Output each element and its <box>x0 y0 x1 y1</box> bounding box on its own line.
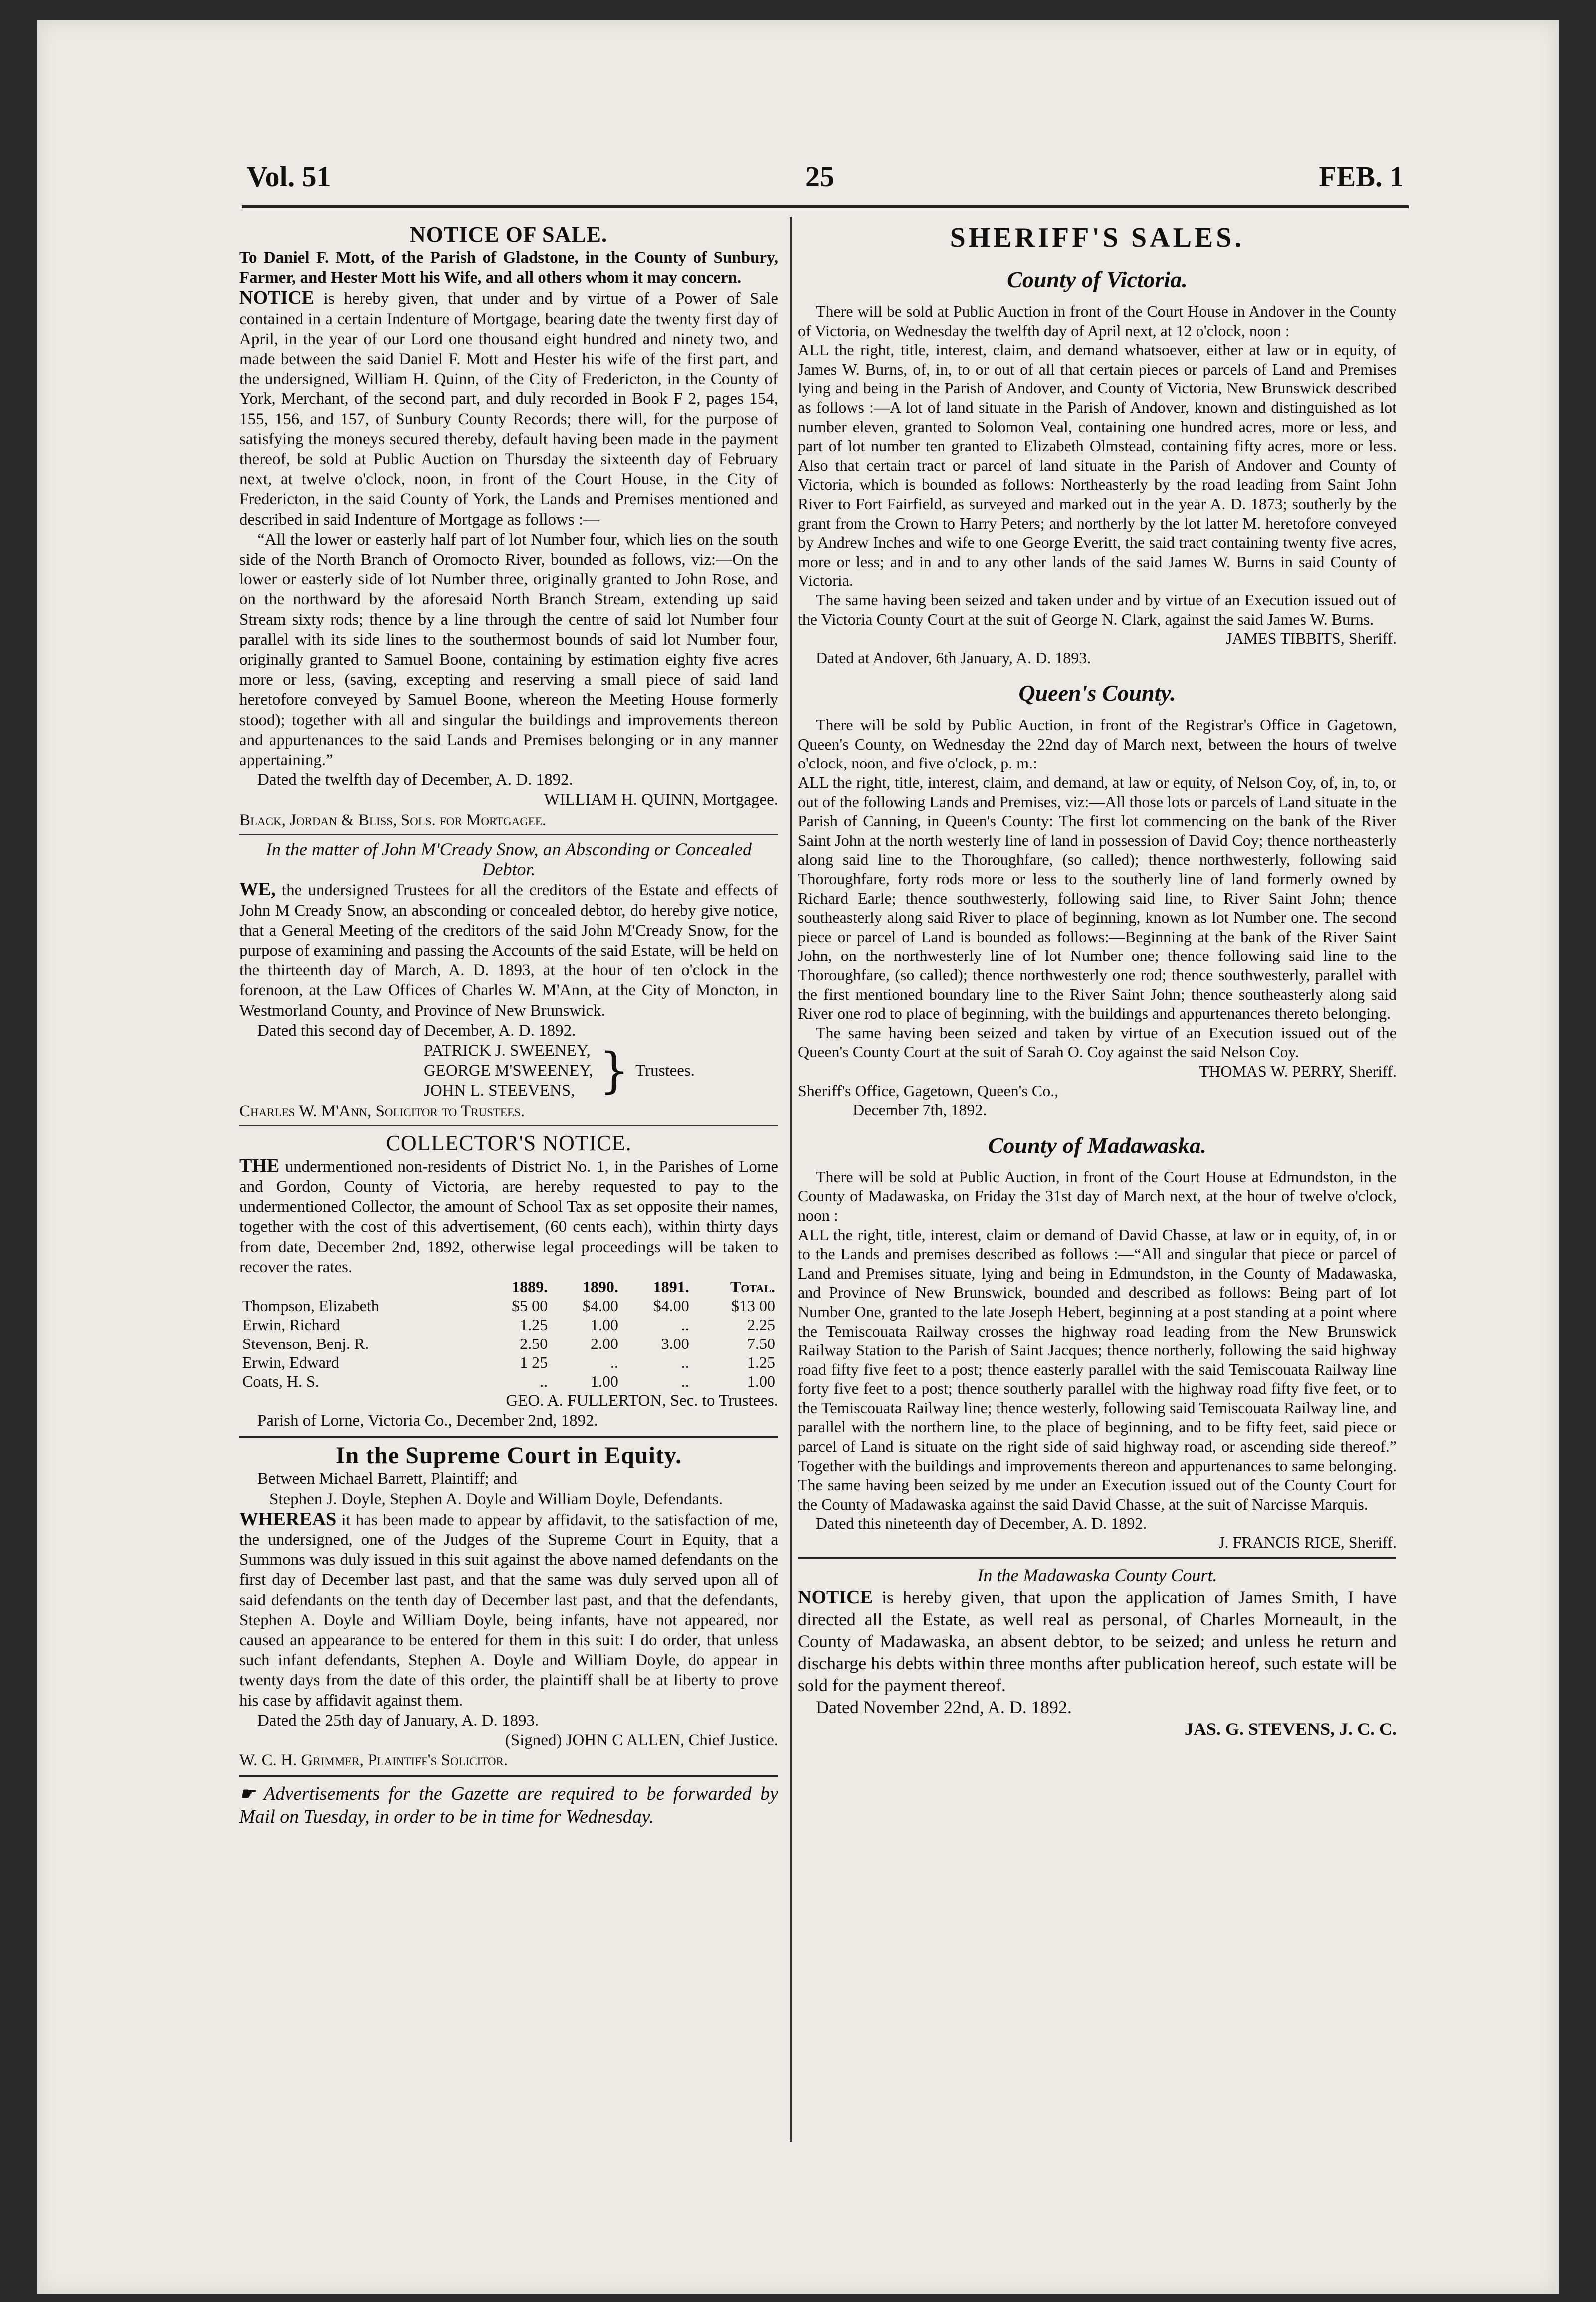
tax-cell: $5 00 <box>512 1296 548 1315</box>
trustee-name: JOHN L. STEEVENS, <box>424 1082 575 1100</box>
queens-office: Sheriff's Office, Gagetown, Queen's Co., <box>798 1081 1059 1100</box>
collector-body-text: undermentioned non-residents of District No. 1, in the Parishes of Lorne and Gordon, County of Victoria, are hereby requested to pay to the undermentioned Collector, the amount of School Tax as set opposite their names, together with the cost of this advertisement, (60 cents each), within thirty days from date, December 2nd, 1892, otherwise legal proceedings will be taken to recover the rates. <box>239 1157 778 1276</box>
snow-notice-body <box>239 879 778 1020</box>
notice-lead-word: NOTICE <box>239 287 314 309</box>
divider <box>239 1436 778 1438</box>
tax-cell: 1.25 <box>747 1353 775 1371</box>
tax-cell: .. <box>681 1353 689 1371</box>
queens-signature: THOMAS W. PERRY, Sheriff. <box>1199 1062 1396 1080</box>
snow-notice <box>239 839 778 1121</box>
tax-col-header: 1890. <box>582 1277 618 1296</box>
madawaska-signature: J. FRANCIS RICE, Sheriff. <box>1218 1534 1396 1552</box>
tax-cell: $4.00 <box>653 1296 689 1315</box>
victoria-signature: JAMES TIBBITS, Sheriff. <box>1226 629 1396 648</box>
supreme-court-parties: Between Michael Barrett, Plaintiff; and <box>257 1470 517 1488</box>
tax-cell: Erwin, Richard <box>242 1315 340 1334</box>
table-row <box>239 1353 778 1372</box>
tax-cell: 2.25 <box>747 1315 775 1334</box>
collector-lead-word: THE <box>239 1155 280 1176</box>
tax-col-header: Total. <box>730 1277 775 1296</box>
divider <box>239 834 778 835</box>
madawaska-dated: Dated this nineteenth day of December, A. D. 1892. <box>816 1514 1147 1533</box>
sheriffs-sales-title: SHERIFF'S SALES. <box>950 222 1245 253</box>
notice-of-sale-signature: WILLIAM H. QUINN, Mortgagee. <box>544 791 778 809</box>
supreme-lead-word: WHEREAS <box>239 1508 337 1530</box>
trustees-label: Trustees. <box>635 1062 695 1080</box>
notice-of-sale-solicitors: Black, Jordan & Bliss, Sols. for Mortgagee. <box>239 811 547 829</box>
supreme-court-title: In the Supreme Court in Equity. <box>335 1442 682 1469</box>
page-number: 25 <box>805 160 834 192</box>
victoria-heading: County of Victoria. <box>1007 267 1188 292</box>
tax-cell: 1.00 <box>590 1315 618 1334</box>
table-row <box>239 1372 778 1391</box>
victoria-intro: There will be sold at Public Auction in front of the Court House in Andover in the County of Victoria, on Wednesday the twelfth day of April next, at 12 o'clock, noon : <box>798 302 1396 340</box>
queens-heading: Queen's County. <box>1018 680 1176 706</box>
tax-cell: $13 00 <box>731 1296 775 1315</box>
right-column <box>798 222 1396 1740</box>
collectors-notice-place: Parish of Lorne, Victoria Co., December 2nd, 1892. <box>257 1412 598 1430</box>
table-row <box>239 1296 778 1315</box>
tax-col-header: 1889. <box>512 1277 548 1296</box>
tax-cell: .. <box>540 1372 548 1390</box>
victoria-sale <box>798 265 1396 667</box>
notice-of-sale-title: NOTICE OF SALE. <box>409 222 607 247</box>
tax-cell: Erwin, Edward <box>242 1353 339 1371</box>
advertisement-notice-text: Advertisements for the Gazette are required to be forwarded by Mail on Tuesday, in order to be in time for Wednesday. <box>239 1783 778 1828</box>
issue-date: FEB. 1 <box>1319 160 1404 192</box>
supreme-court-defendants: Stephen J. Doyle, Stephen A. Doyle and William Doyle, Defendants. <box>269 1490 723 1508</box>
gazette-page <box>37 20 1559 2294</box>
supreme-court-dated: Dated the 25th day of January, A. D. 1893. <box>257 1711 539 1729</box>
madawaska-court-body <box>798 1586 1396 1696</box>
notice-of-sale-quote: “All the lower or easterly half part of lot Number four, which lies on the south side of the North Branch of Oromocto River, bounded as follows, viz:—On the lower or easterly side of lot Number three, originally granted to John Rose, and on the northward by the aforesaid North Branch Stream, extending up said Stream sixty rods; thence by a line through the centre of said lot Number four parallel with its side lines to the southermost bounds of said lot Number four, originally granted to Samuel Boone, containing by estimation eighty five acres more or less, (saving, excepting and reserving a small piece of said land heretofore conveyed by Samuel Boone, whereon the Meeting House formerly stood); together with all and singular the buildings and improvements thereon and appurtenances to the said Lands and Premises belonging or in any manner appertaining.” <box>239 530 778 769</box>
supreme-court-notice <box>239 1443 778 1770</box>
snow-notice-solicitor: Charles W. M'Ann, Solicitor to Trustees. <box>239 1102 525 1120</box>
tax-cell: Coats, H. S. <box>242 1372 319 1390</box>
brace-glyph: } <box>599 1043 630 1099</box>
snow-body-text: the undersigned Trustees for all the creditors of the Estate and effects of John M Cready Snow, an absconding or concealed debtor, do hereby give notice, that a General Meeting of the creditors of the said John M'Cready Snow, for the purpose of examining and passing the Accounts of the said Estate, will be held on the thirteenth day of March, A. D. 1893, at the hour of ten o'clock in the forenoon, at the Law Offices of Charles W. M'Ann, at the City of Moncton, in Westmorland County, and Province of New Brunswick. <box>239 881 778 1020</box>
tax-cell: 7.50 <box>747 1334 775 1352</box>
tax-cell: 1 25 <box>520 1353 548 1371</box>
page-header <box>247 160 1404 204</box>
table-row <box>239 1315 778 1334</box>
tax-cell: Thompson, Elizabeth <box>242 1296 379 1315</box>
collectors-notice-signature: GEO. A. FULLERTON, Sec. to Trustees. <box>506 1391 778 1410</box>
madawaska-court-dated: Dated November 22nd, A. D. 1892. <box>816 1697 1072 1717</box>
queens-date: December 7th, 1892. <box>853 1101 987 1119</box>
trustees-block <box>424 1041 778 1101</box>
divider <box>239 1125 778 1126</box>
queens-intro: There will be sold by Public Auction, in front of the Registrar's Office in Gagetown, Queen's County, on Wednesday the 22nd day of March next, between the hours of twelve o'clock, noon, and five o'clock, p. m.: <box>798 716 1396 772</box>
victoria-body: ALL the right, title, interest, claim, and demand whatsoever, either at law or in equity, of James W. Burns, of, in, to or out of all that certain pieces or parcels of Land and Premises lying and being in the Parish of Andover, and County of Victoria, New Brunswick described as follows :—A lot of land situate in the Parish of Andover, known and distinguished as lot number eleven, granted to Solomon Veal, containing one hundred acres, more or less, and part of lot number ten granted to Elizabeth Olmstead, containing fifty acres, more or less. Also that certain tract or parcel of land situate in the Parish of Andover and County of Victoria, which is bounded as follows: Northeasterly by the road leading from Saint John River to Fort Fairfield, as surveyed and marked out in the year A. D. 1873; southerly by the grant from the Crown to Harry Peters; and northerly by the lot latter M. heretofore conveyed by Andrew Inches and wife to one George Everitt, the said tract containing twenty five acres, more or less; and in and to any other lands of the said James W. Burns in said County of Victoria. <box>798 341 1396 590</box>
divider <box>798 1557 1396 1559</box>
victoria-seized: The same having been seized and taken under and by virtue of an Execution issued out of the Victoria County Court at the suit of George N. Clark, against the said James W. Burns. <box>798 590 1396 628</box>
madawaska-lead-word: NOTICE <box>798 1586 873 1608</box>
snow-lead-word: WE, <box>239 879 276 900</box>
supreme-court-body <box>239 1509 778 1711</box>
madawaska-court-body-text: is hereby given, that upon the application of James Smith, I have directed all the Estate, as well real as personal, of Charles Morneault, in the County of Madawaska, an absent debtor, to be seized; and unless he return and discharge his debts within three months after publication hereof, such estate will be sold for the payment thereof. <box>798 1587 1397 1695</box>
madawaska-court-signature: JAS. G. STEVENS, J. C. C. <box>1184 1719 1396 1739</box>
tax-col-header: 1891. <box>653 1277 689 1296</box>
queens-seized: The same having been seized and taken by virtue of an Execution issued out of the Queen's County Court at the suit of Sarah O. Coy against the said Nelson Coy. <box>798 1023 1396 1061</box>
volume-label: Vol. 51 <box>247 160 331 192</box>
left-column <box>239 222 778 1828</box>
column-divider <box>790 217 792 2142</box>
snow-notice-title: In the matter of John M'Cready Snow, an Absconding or Concealed Debtor. <box>266 839 752 880</box>
tax-col-header <box>239 1277 480 1296</box>
collectors-notice-body <box>239 1156 778 1277</box>
notice-of-sale-dated: Dated the twelfth day of December, A. D. 1892. <box>257 771 573 789</box>
tax-cell: 1.00 <box>747 1372 775 1390</box>
supreme-court-signature: (Signed) JOHN C ALLEN, Chief Justice. <box>505 1731 778 1749</box>
madawaska-sale <box>798 1131 1396 1552</box>
notice-of-sale-addressee: To Daniel F. Mott, of the Parish of Gladstone, in the County of Sunbury, Farmer, and Hester Mott his Wife, and all others whom it may concern. <box>239 249 778 287</box>
trustee-name: PATRICK J. SWEENEY, <box>424 1041 591 1060</box>
tax-cell: $4.00 <box>582 1296 618 1315</box>
tax-cell: .. <box>610 1353 618 1371</box>
tax-cell: 2.50 <box>520 1334 548 1352</box>
supreme-court-solicitor: W. C. H. Grimmer, Plaintiff's Solicitor. <box>239 1751 508 1770</box>
tax-cell: 1.25 <box>520 1315 548 1334</box>
tax-table-header <box>239 1277 778 1296</box>
madawaska-court-heading: In the Madawaska County Court. <box>977 1565 1217 1585</box>
collectors-notice <box>239 1130 778 1431</box>
table-row <box>239 1334 778 1353</box>
supreme-body-text: it has been made to appear by affidavit, to the satisfaction of me, the undersigned, one of the Judges of the Supreme Court in Equity, that a Summons was duly issued in this suit against the above named defendants on the first day of December last past, and that the same was duly served upon all of said defendants on the tenth day of December last past, and that the defendants, Stephen A. Doyle and William Doyle, being infants, have not appeared, nor caused an appearance to be entered for them in this suit: I do order, that unless such infant defendants, Stephen A. Doyle and William Doyle, do appear in twenty days from the date of this order, the plaintiff shall be at liberty to prove his case by affidavit against them. <box>239 1511 778 1710</box>
victoria-dated: Dated at Andover, 6th January, A. D. 1893. <box>816 648 1091 667</box>
advertisement-notice <box>239 1782 778 1828</box>
tax-cell: Stevenson, Benj. R. <box>242 1334 369 1352</box>
notice-of-sale-body <box>239 288 778 529</box>
madawaska-body: ALL the right, title, interest, claim or demand of David Chasse, at law or in equity, of, in or to the Lands and premises described as follows :—“All and singular that piece or parcel of Land and Premises situate, lying and being in Edmundston, in the County of Madawaska, and Province of New Brunswick, bounded and described as follows: Being part of lot Number One, granted to the late Joseph Hebert, beginning at a post standing at a point where the Temiscouata Railway crosses the highway road leading from the New Brunswick Railway Station to the Parish of Saint Jacques; thence northerly, following the said highway road fifty five feet to a post; thence easterly parallel with the said Temiscouata Railway line forty five feet to a post; thence southerly parallel with the highway road fifty five feet, or to the Temiscouata Railway line; thence westerly, following said Temiscouata Railway line, and parallel with the northern line, to the place of beginning, and to be fifty feet, said piece or parcel of Land is situate on the right side of said highway road, or ascending side thereof.” Together with the buildings and improvements thereon and appurtenances to same belonging. The same having been seized by me under an Execution issued out of the County Court for the County of Madawaska against the said David Chasse, at the suit of Narcisse Marquis. <box>798 1225 1396 1513</box>
madawaska-court-notice <box>798 1564 1396 1740</box>
notice-of-sale <box>239 222 778 830</box>
queens-sale <box>798 678 1396 1119</box>
queens-body: ALL the right, title, interest, claim, and demand, at law or equity, of Nelson Coy, of, in, to, or out of the following Lands and Premises, viz:—All those lots or parcels of Land situate in the Parish of Canning, in Queen's County: The first lot commencing on the bank of the River Saint John at the north westerly line of land in possession of David Coy; thence northeasterly along said line to the Thoroughfare, (so called); thence northwesterly, following said Thoroughfare, forty rods more or less to the southerly line of land formerly owned by Richard Earle; thence southwesterly, following said line, to River Saint John; thence southeasterly along said River to place of beginning, known as lot Number one. The second piece or parcel of Land is bounded as follows:—Beginning at the bank of the River Saint John, on the northwesterly line of lot Number one; thence following said line to the Thoroughfare, (so called); thence northwesterly one rod; thence southwesterly, parallel with the first mentioned boundary line to the River Saint John; thence southeasterly along said River one rod to place of beginning, with the buildings and appurtenances thereto belonging. <box>798 773 1396 1023</box>
notice-body-text: is hereby given, that under and by virtue of a Power of Sale contained in a certain Indenture of Mortgage, bearing date the twenty first day of April, in the year of our Lord one thousand eight hundred and ninety two, and made between the said Daniel F. Mott and Hester his wife of the first part, and the undersigned, William H. Quinn, of the City of Fredericton, in the County of York, Merchant, of the second part, and duly recorded in Book F 2, pages 154, 155, 156, and 157, of Sunbury County Records; there will, for the purpose of satisfying the moneys secured thereby, default having been made in the payment thereof, be sold at Public Auction on Thursday the sixteenth day of February next, at twelve o'clock, noon, in front of the Court House, in the City of Fredericton, in the said County of York, the Lands and Premises mentioned and described in said Indenture of Mortgage as follows :— <box>239 290 778 529</box>
tax-cell: 2.00 <box>590 1334 618 1352</box>
header-rule <box>242 205 1409 208</box>
tax-cell: 3.00 <box>661 1334 689 1352</box>
madawaska-heading: County of Madawaska. <box>988 1132 1207 1158</box>
tax-cell: .. <box>681 1315 689 1334</box>
trustee-name: GEORGE M'SWEENEY, <box>424 1062 593 1080</box>
tax-cell: 1.00 <box>590 1372 618 1390</box>
collectors-notice-title: COLLECTOR'S NOTICE. <box>386 1130 632 1155</box>
tax-cell: .. <box>681 1372 689 1390</box>
madawaska-intro: There will be sold at Public Auction, in front of the Court House at Edmundston, in the County of Madawaska, on Friday the 31st day of March next, at the hour of twelve o'clock, noon : <box>798 1167 1396 1224</box>
tax-table <box>239 1277 778 1391</box>
divider <box>239 1775 778 1777</box>
snow-notice-dated: Dated this second day of December, A. D. 1892. <box>257 1021 576 1040</box>
pointing-hand-icon: ☛ <box>239 1784 256 1804</box>
